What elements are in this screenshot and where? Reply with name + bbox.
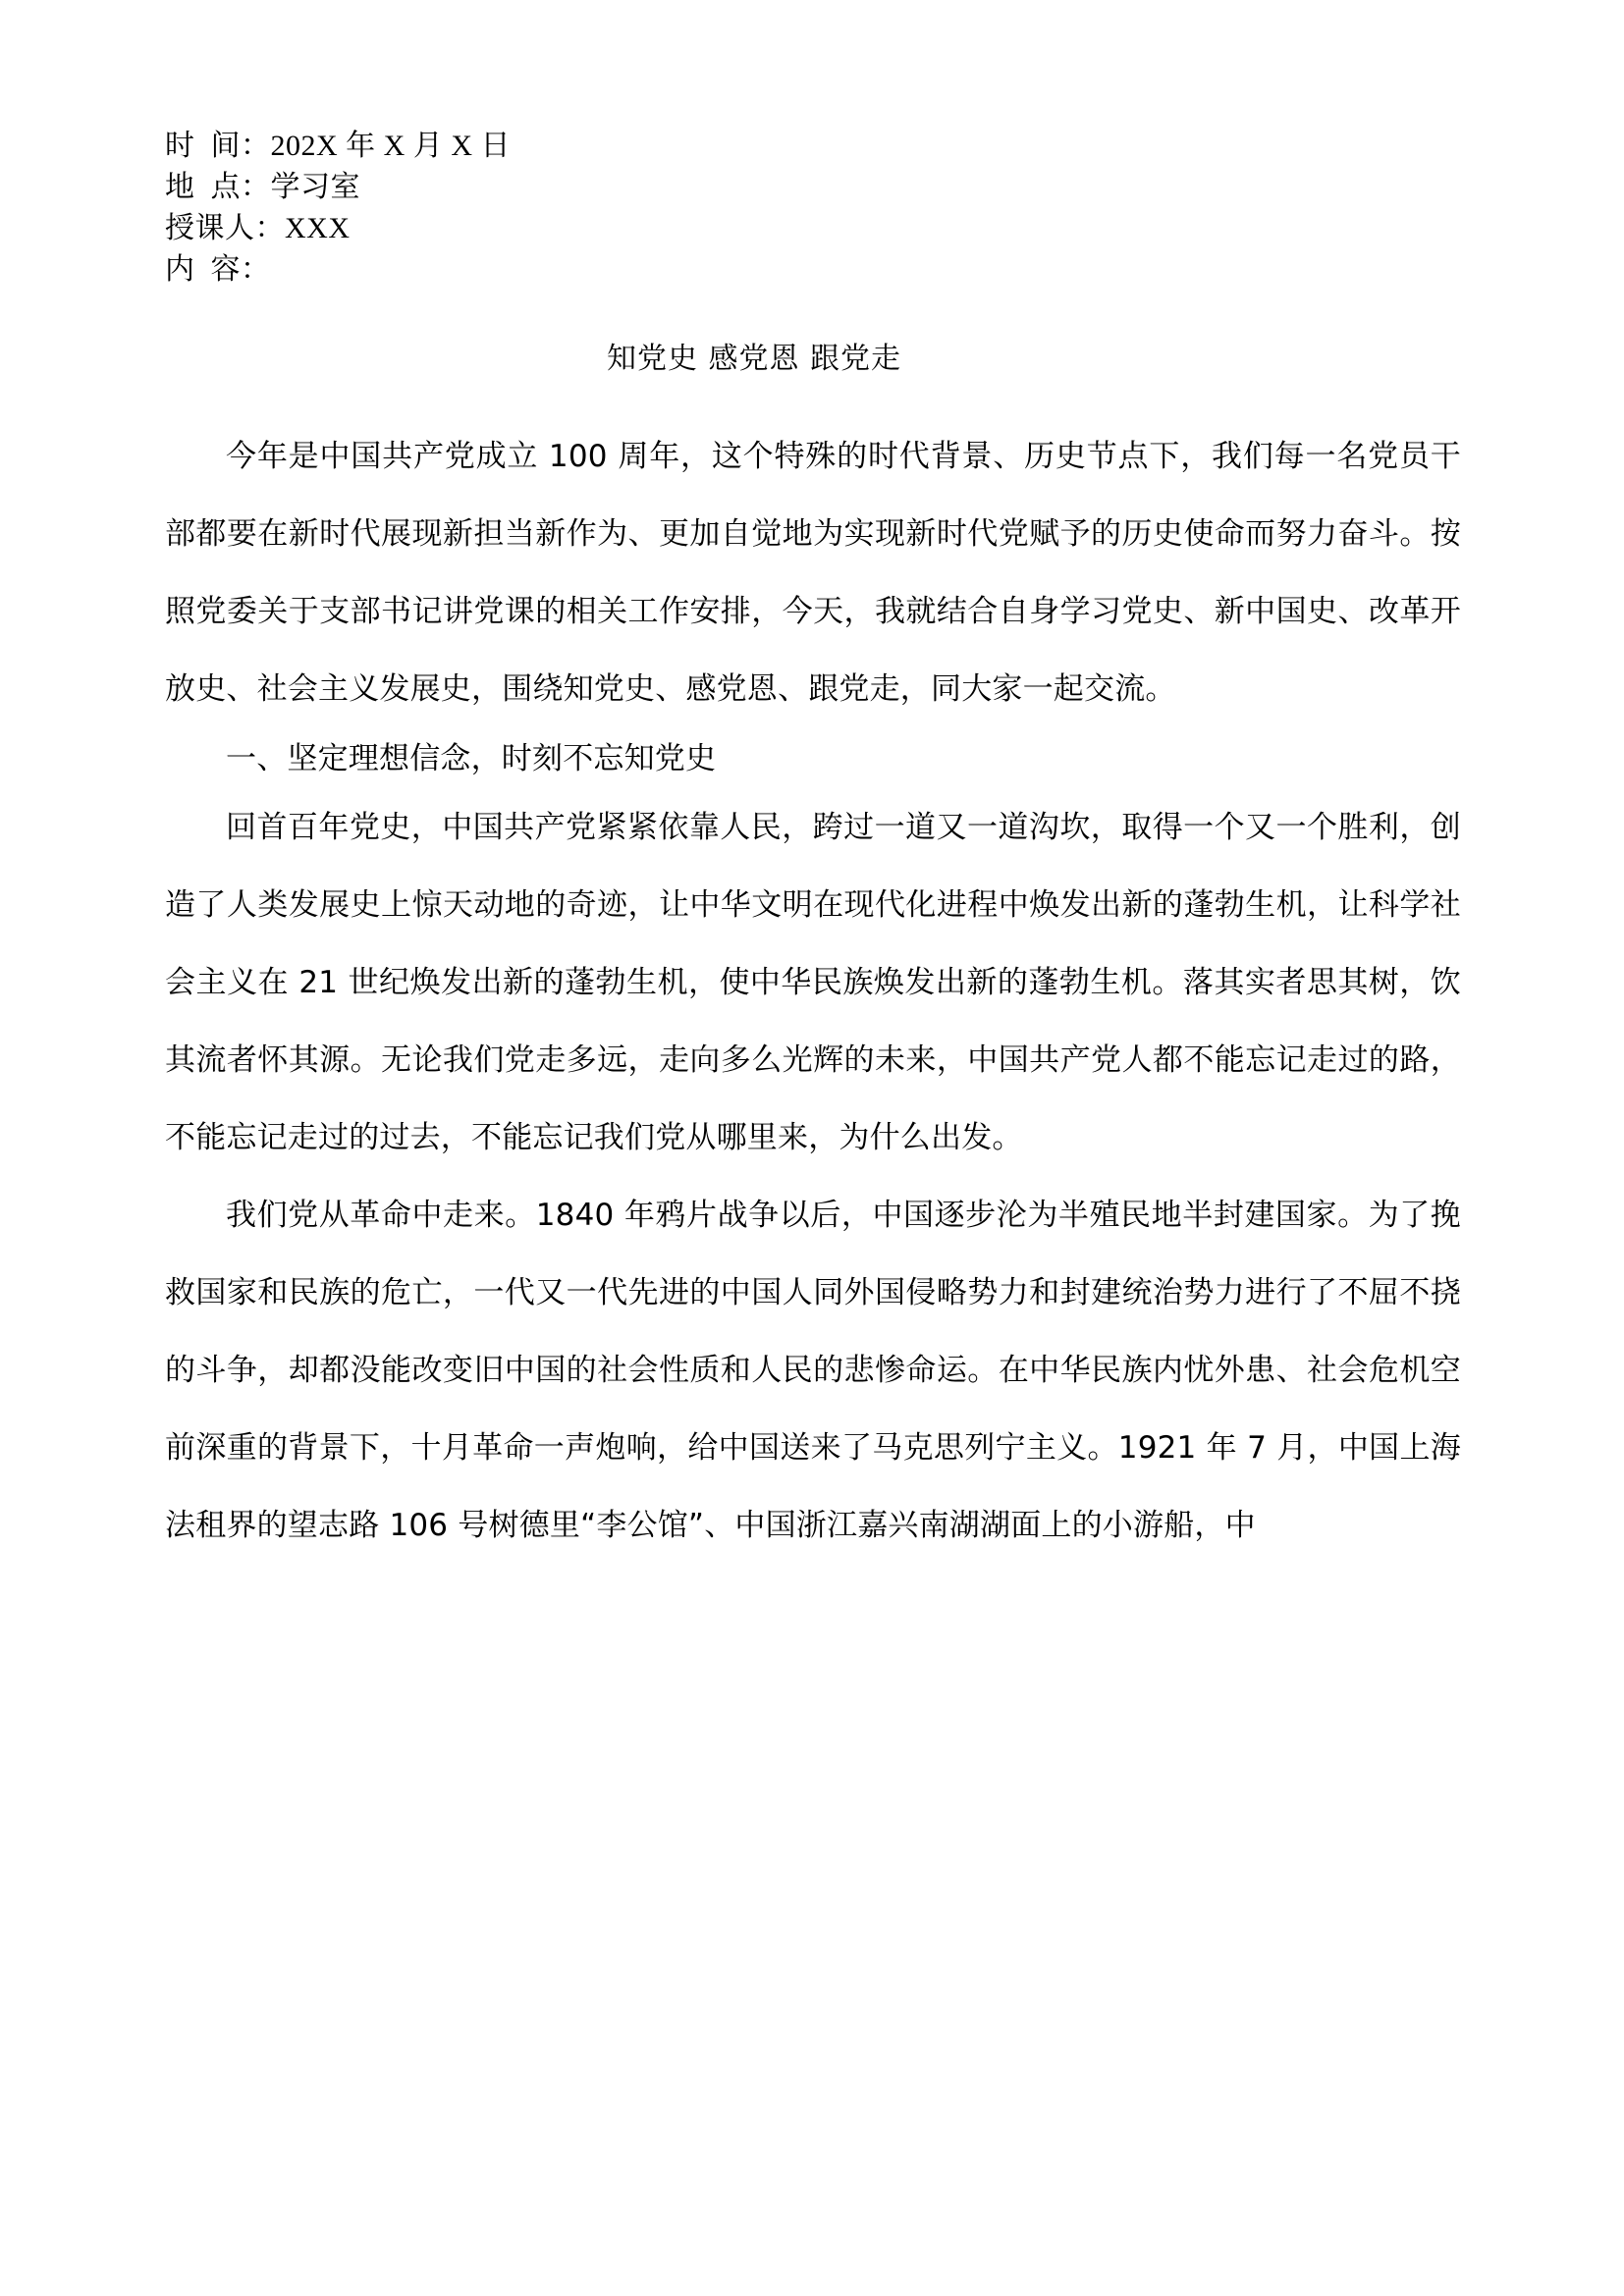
meta-line-time: 时 间：202X 年 X 月 X 日: [165, 130, 511, 162]
meta-header-block: [165, 126, 1461, 291]
section-heading-1: 一、坚定理想信念，时刻不忘知党史: [226, 741, 717, 776]
paragraph-intro: 今年是中国共产党成立 100 周年，这个特殊的时代背景、历史节点下，我们每一名党员干部都要在新时代展现新担当新作为、更加自觉地为实现新时代党赋予的历史使命而努力奋斗。按照党委关于支部书记讲党课的相关工作安排，今天，我就结合自身学习党史、新中国史、改革开放史、社会主义发展史，围绕知党史、感党恩、跟党走，同大家一起交流。: [165, 439, 1461, 707]
document-content: [165, 126, 1461, 1565]
meta-line-content-label: 内 容：: [165, 253, 271, 286]
meta-line-place: 地 点：学习室: [165, 171, 360, 203]
document-title: 知党史 感党恩 跟党走: [606, 342, 902, 376]
paragraph-body-1: 回首百年党史，中国共产党紧紧依靠人民，跨过一道又一道沟坎，取得一个又一个胜利，创造了人类发展史上惊天动地的奇迹，让中华文明在现代化进程中焕发出新的蓬勃生机，让科学社会主义在 21 世纪焕发出新的蓬勃生机，使中华民族焕发出新的蓬勃生机。落其实者思其树，饮其流者怀其源。无论我们党走多远，走向多么光辉的未来，中国共产党人都不能忘记走过的路，不能忘记走过的过去，不能忘记我们党从哪里来，为什么出发。: [165, 810, 1461, 1155]
meta-line-lecturer: 授课人：XXX: [165, 212, 351, 244]
paragraph-body-2: 我们党从革命中走来。1840 年鸦片战争以后，中国逐步沦为半殖民地半封建国家。为了挽救国家和民族的危亡，一代又一代先进的中国人同外国侵略势力和封建统治势力进行了不屈不挠的斗争，却都没能改变旧中国的社会性质和人民的悲惨命运。在中华民族内忧外患、社会危机空前深重的背景下，十月革命一声炮响，给中国送来了马克思列宁主义。1921 年 7 月，中国上海法租界的望志路 106 号树德里“李公馆”、中国浙江嘉兴南湖湖面上的小游船，中: [165, 1198, 1461, 1543]
